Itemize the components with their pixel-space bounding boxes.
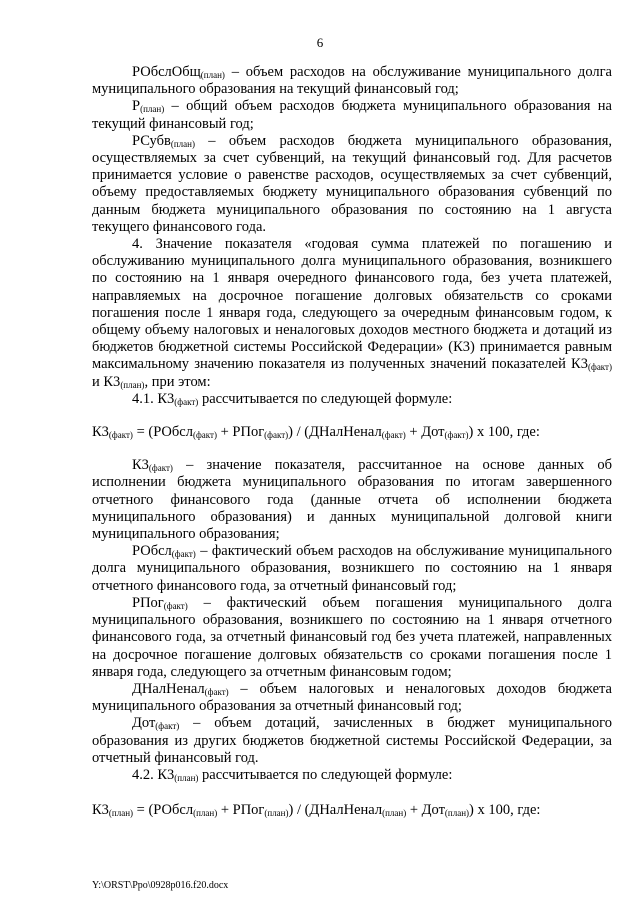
text-run: = (РОбсл bbox=[132, 424, 193, 441]
subscript: (план) bbox=[108, 808, 134, 819]
paragraph bbox=[92, 767, 612, 784]
subscript: (факт) bbox=[444, 430, 469, 441]
text-run: , при этом: bbox=[144, 373, 211, 390]
paragraph bbox=[92, 391, 612, 408]
subscript: (факт) bbox=[108, 430, 133, 441]
subscript: (план) bbox=[382, 808, 407, 819]
text-run: рассчитывается по следующей формуле: bbox=[198, 766, 453, 783]
subscript: (план) bbox=[174, 772, 199, 783]
text-run: = (РОбсл bbox=[133, 802, 194, 819]
subscript: (план) bbox=[140, 104, 165, 115]
document-body bbox=[92, 64, 612, 835]
text-run: + РПог bbox=[217, 802, 265, 819]
text-run: 4.1. К3 bbox=[132, 390, 175, 407]
subscript: (факт) bbox=[192, 430, 217, 441]
paragraph bbox=[92, 236, 612, 391]
subscript: (план) bbox=[193, 808, 218, 819]
page-number: 6 bbox=[316, 35, 324, 50]
text-run: – объем расходов на обслуживание муниципального долга муниципального образования на текущий финансовый год; bbox=[92, 64, 612, 98]
subscript: (план) bbox=[170, 138, 195, 149]
subscript: (план) bbox=[200, 70, 225, 80]
subscript: (факт) bbox=[381, 430, 406, 441]
text-run: – общий объем расходов бюджета муниципального образования на текущий финансовый год; bbox=[92, 98, 612, 132]
text-run: ДНалНенал bbox=[132, 680, 205, 697]
formula bbox=[92, 802, 612, 819]
text-run: ) / (ДНалНенал bbox=[288, 802, 383, 819]
text-run: рассчитывается по следующей формуле: bbox=[198, 390, 453, 407]
text-run: РОбслОбщ bbox=[132, 64, 201, 80]
subscript: (факт) bbox=[174, 396, 199, 407]
paragraph bbox=[92, 133, 612, 236]
text-run: – объем налоговых и неналоговых доходов бюджета муниципального образования за отчетный финансовый год; bbox=[92, 680, 612, 715]
text-run: 4. Значение показателя «годовая сумма платежей по погашению и обслуживанию муниципального долга муниципального образования, возникшего по состоянию на 1 января очередного финансового года, без учета платежей, направляемых на досрочное погашение долговых обязательств со сроками погашения после 1 января года, следующего за очередным финансовым годом, к общему объему налоговых и неналоговых доходов местного бюджета и дотаций из бюджетов бюджетной системы Российской Федерации» (К3) принимается равным максимальному значению показателя из полученных значений показателей К3 bbox=[92, 236, 612, 373]
text-run: + РПог bbox=[216, 424, 265, 441]
text-run: К3 bbox=[132, 457, 149, 474]
text-run: ) х 100, где: bbox=[468, 424, 540, 441]
text-run: – значение показателя, рассчитанное на основе данных об исполнении бюджета муниципального образования по итогам завершенного отчетного финансового года (данные отчета об исполнении бюджета муниципального образования) и данных муниципальной долговой книги муниципального образования; bbox=[92, 457, 612, 543]
text-run: – объем расходов бюджета муниципального образования, осуществляемых за счет субвенций, на текущий финансовый год. Для расчетов принимается условие о равенстве расходов, осуществляемых за счет субвенций, объему предоставляемых бюджету муниципального образования субвенций по данным бюджета муниципального образования по состоянию на 1 августа текущего финансового года. bbox=[92, 132, 612, 235]
paragraph bbox=[92, 543, 612, 595]
paragraph bbox=[92, 681, 612, 715]
formula bbox=[92, 424, 612, 441]
text-run: – фактический объем расходов на обслуживание муниципального долга муниципального образования, возникшего по состоянию на 1 января отчетного финансового года, за отчетный финансовый год; bbox=[92, 543, 612, 594]
text-run: Дот bbox=[132, 715, 156, 732]
subscript: (факт) bbox=[587, 362, 612, 373]
subscript: (план) bbox=[444, 808, 470, 819]
text-run: + Дот bbox=[406, 802, 445, 819]
subscript: (факт) bbox=[171, 549, 196, 560]
subscript: (факт) bbox=[264, 430, 289, 441]
subscript: (факт) bbox=[204, 686, 229, 697]
text-run: К3 bbox=[92, 802, 109, 819]
text-run: ) / (ДНалНенал bbox=[288, 424, 382, 441]
footer-file-path: Y:\ORST\Ppo\0928p016.f20.docx bbox=[92, 880, 229, 891]
text-run: и К3 bbox=[92, 373, 121, 390]
subscript: (факт) bbox=[163, 600, 188, 611]
text-run: – объем дотаций, зачисленных в бюджет муниципального образования из других бюджетов бюджетной системы Российской Федерации, за отчетный финансовый год. bbox=[92, 715, 612, 766]
subscript: (факт) bbox=[155, 721, 180, 732]
paragraph bbox=[92, 715, 612, 767]
text-run: ) х 100, где: bbox=[469, 802, 541, 819]
subscript: (план) bbox=[264, 808, 289, 819]
paragraph bbox=[92, 595, 612, 681]
text-run: РСубв bbox=[132, 132, 171, 149]
paragraph bbox=[92, 98, 612, 132]
text-run: РПог bbox=[132, 594, 164, 611]
text-run: + Дот bbox=[405, 424, 445, 441]
subscript: (план) bbox=[120, 379, 145, 390]
paragraph bbox=[92, 457, 612, 543]
text-run: 4.2. К3 bbox=[132, 766, 175, 783]
text-run: К3 bbox=[92, 424, 109, 441]
subscript: (факт) bbox=[148, 463, 173, 474]
text-run: Р bbox=[132, 98, 141, 115]
paragraph bbox=[92, 64, 612, 98]
text-run: – фактический объем погашения муниципального долга муниципального образования, возникшего по состоянию на 1 января отчетного финансового года, за отчетный финансовый год без учета платежей, направленных на досрочное погашение долговых обязательств со сроками погашения после 1 января года, следующего за отчетным финансовым годом; bbox=[92, 594, 612, 680]
text-run: РОбсл bbox=[132, 543, 172, 560]
